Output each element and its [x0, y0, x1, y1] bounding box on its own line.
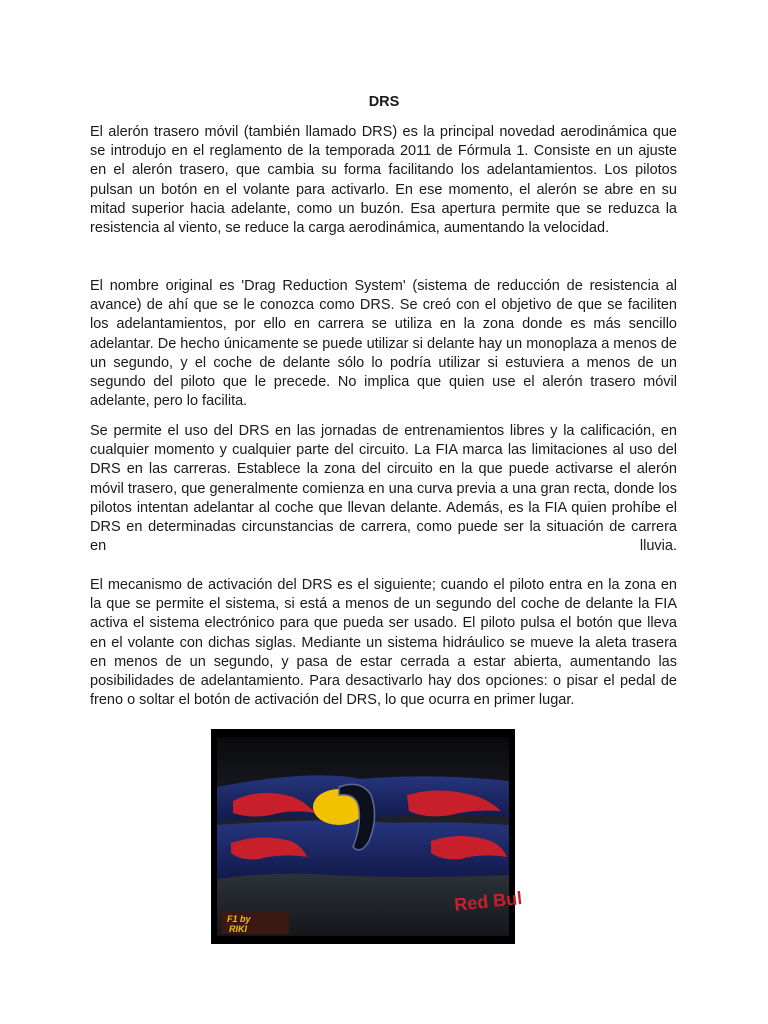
rear-wing-illustration: [211, 729, 524, 944]
paragraph-1: El alerón trasero móvil (también llamado DRS) es la principal novedad aerodinámica que se introdujo en el reglamento de la temporada 2011 de Fórmula 1. Consiste en un ajuste en el alerón trasero, que cambia su forma facilitando los adelantamientos. Los pilotos pulsan un botón en el volante para activarlo. En ese momento, el alerón se abre en su mitad superior hacia adelante, como un buzón. Esa apertura permite que se reduzca la resistencia al viento, se reduce la carga aerodinámica, aumentando la velocidad.: [90, 124, 677, 237]
document-title: DRS: [368, 94, 400, 110]
watermark-line-2: RIKI: [229, 924, 247, 934]
wing-text: Red Bul: [453, 887, 524, 915]
watermark-line-1: F1 by: [227, 914, 251, 924]
paragraph-4: El mecanismo de activación del DRS es el siguiente; cuando el piloto entra en la zona en la que se permite el sistema, si está a menos de un segundo del coche de delante la FIA activa el sistema electrónico para que pueda ser usado. El piloto pulsa el botón que lleva en el volante con dichas siglas. Mediante un sistema hidráulico se mueve la aleta trasera en menos de un segundo, y pasa de estar cerrada a estar abierta, aumentando las posibilidades de adelantamiento. Para desactivarlo hay dos opciones: o pisar el pedal de freno o soltar el botón de activación del DRS, lo que ocurra en primer lugar.: [90, 577, 677, 709]
paragraph-2: El nombre original es 'Drag Reduction System' (sistema de reducción de resistencia al avance) de ahí que se le conozca como DRS. Se creó con el objetivo de que se faciliten los adelantamientos, por ello en carrera se utiliza en la zona donde es más sencillo adelantar. De hecho únicamente se puede utilizar si delante hay un monoplaza a menos de un segundo, y el coche de delante sólo lo podría utilizar si estuviera a menos de un segundo del piloto que le precede. No implica que quien use el alerón trasero móvil adelante, pero lo facilita.: [90, 278, 677, 410]
paragraph-3: Se permite el uso del DRS en las jornadas de entrenamientos libres y la calificación, en cualquier momento y cualquier parte del circuito. La FIA marca las limitaciones al uso del DRS en las carreras. Establece la zona del circuito en la que puede activarse el alerón móvil trasero, que generalmente comienza en una curva previa a una gran recta, donde los pilotos intentan adelantar al coche que llevan delante. Además, es la FIA quien prohíbe el DRS en determinadas circunstancias de carrera, como puede ser la situación de carrera en lluvia.: [90, 423, 677, 555]
rear-wing-photo: [211, 729, 524, 944]
